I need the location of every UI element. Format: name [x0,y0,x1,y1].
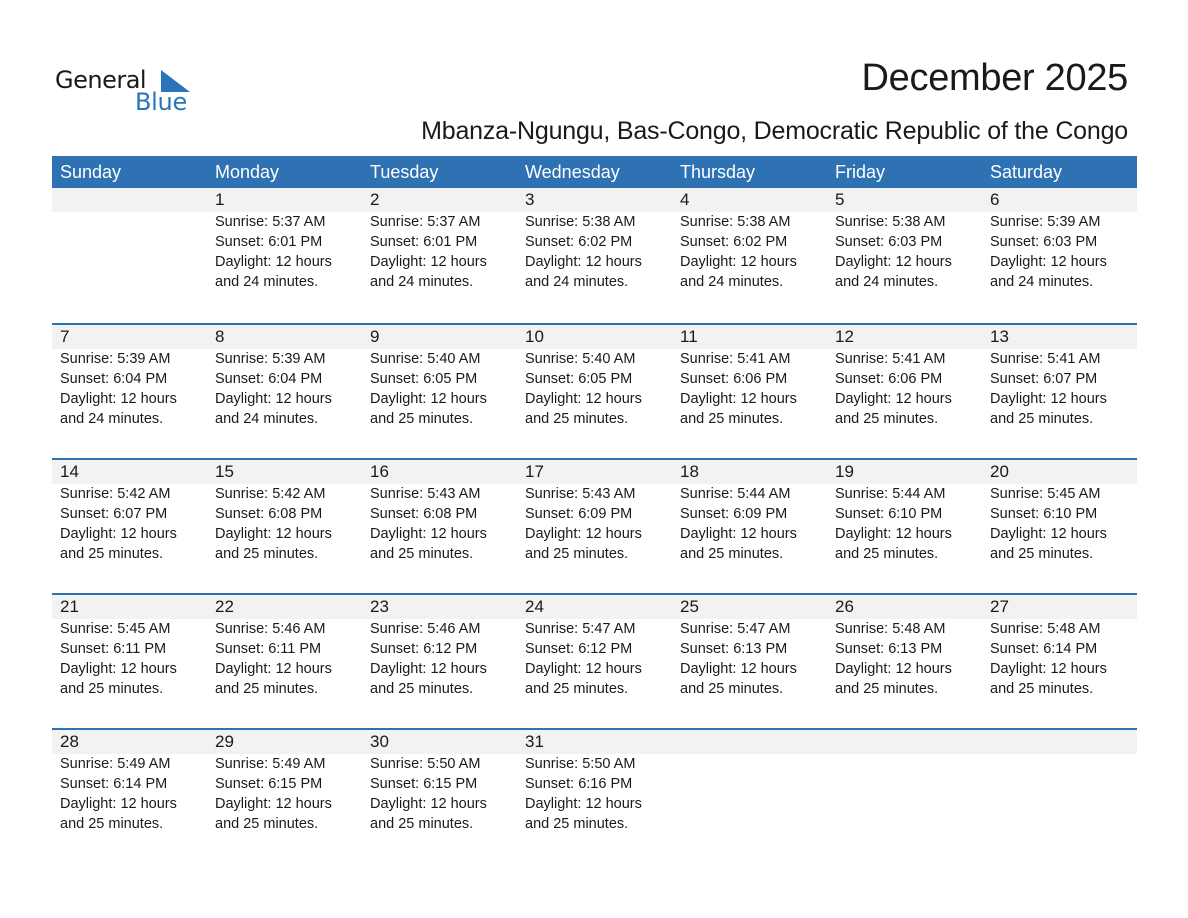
weekday-wednesday: Wednesday [525,162,620,182]
sunset-time: Sunset: 6:08 PM [370,506,478,522]
daylight-minutes: and 25 minutes. [370,681,474,697]
sunset-time: Sunset: 6:10 PM [835,506,943,522]
sunset-time: Sunset: 6:04 PM [60,371,168,387]
weekday-header-row [52,156,1137,188]
sunrise-time: Sunrise: 5:46 AM [370,621,481,637]
day-cell [827,460,982,564]
sunrise-time: Sunrise: 5:39 AM [215,351,326,367]
empty-day-cell [52,188,207,292]
empty-day-cell [672,730,827,834]
sunrise-time: Sunrise: 5:44 AM [680,486,791,502]
day-cell [362,188,517,292]
daylight-hours: Daylight: 12 hours [60,526,177,542]
sunset-time: Sunset: 6:06 PM [835,371,943,387]
daylight-minutes: and 25 minutes. [370,816,474,832]
daylight-hours: Daylight: 12 hours [370,796,487,812]
daylight-minutes: and 24 minutes. [215,411,319,427]
daylight-hours: Daylight: 12 hours [990,254,1107,270]
day-cell [517,730,672,834]
daylight-hours: Daylight: 12 hours [370,526,487,542]
daylight-hours: Daylight: 12 hours [990,391,1107,407]
daylight-minutes: and 24 minutes. [835,274,939,290]
daylight-hours: Daylight: 12 hours [215,254,332,270]
daylight-minutes: and 25 minutes. [215,816,319,832]
sunrise-time: Sunrise: 5:40 AM [525,351,636,367]
day-number: 18 [680,462,699,481]
day-number: 25 [680,597,699,616]
day-number: 16 [370,462,389,481]
weekday-friday: Friday [835,162,886,182]
day-number: 6 [990,190,1000,209]
day-number: 30 [370,732,389,751]
daylight-minutes: and 25 minutes. [370,411,474,427]
weeks-container [52,188,1137,863]
day-cell [362,595,517,699]
sunrise-time: Sunrise: 5:49 AM [60,756,171,772]
sunrise-time: Sunrise: 5:43 AM [525,486,636,502]
week-row [52,593,1137,728]
daylight-hours: Daylight: 12 hours [60,661,177,677]
empty-day-cell [982,730,1137,834]
day-cell [207,730,362,834]
day-number: 28 [60,732,79,751]
sunrise-time: Sunrise: 5:50 AM [370,756,481,772]
daylight-hours: Daylight: 12 hours [525,254,642,270]
daylight-minutes: and 25 minutes. [60,546,164,562]
sunrise-time: Sunrise: 5:48 AM [990,621,1101,637]
day-cell [982,188,1137,292]
day-cell [517,460,672,564]
daylight-minutes: and 25 minutes. [215,546,319,562]
sunset-time: Sunset: 6:11 PM [60,641,167,657]
day-number: 9 [370,327,380,346]
page-title: December 2025 [861,57,1128,99]
daylight-minutes: and 25 minutes. [835,681,939,697]
day-number: 23 [370,597,389,616]
day-number: 3 [525,190,535,209]
sunrise-time: Sunrise: 5:39 AM [60,351,171,367]
sunrise-time: Sunrise: 5:43 AM [370,486,481,502]
week-row [52,458,1137,593]
daylight-minutes: and 25 minutes. [680,546,784,562]
calendar-grid [52,156,1137,863]
day-number: 26 [835,597,854,616]
week-row [52,323,1137,458]
day-number: 2 [370,190,380,209]
day-cell [52,595,207,699]
daylight-minutes: and 25 minutes. [525,816,629,832]
daylight-minutes: and 25 minutes. [990,411,1094,427]
daylight-minutes: and 25 minutes. [680,681,784,697]
day-number: 15 [215,462,234,481]
sunset-time: Sunset: 6:16 PM [525,776,633,792]
daylight-minutes: and 24 minutes. [680,274,784,290]
sunset-time: Sunset: 6:01 PM [370,234,478,250]
daylight-hours: Daylight: 12 hours [990,661,1107,677]
day-cell [52,325,207,429]
sunset-time: Sunset: 6:09 PM [525,506,633,522]
daylight-minutes: and 25 minutes. [525,681,629,697]
day-cell [827,325,982,429]
sunrise-time: Sunrise: 5:47 AM [525,621,636,637]
sunrise-time: Sunrise: 5:37 AM [370,214,481,230]
sunset-time: Sunset: 6:06 PM [680,371,788,387]
sunset-time: Sunset: 6:12 PM [370,641,478,657]
sunrise-time: Sunrise: 5:40 AM [370,351,481,367]
day-number: 5 [835,190,845,209]
sunset-time: Sunset: 6:04 PM [215,371,323,387]
day-cell [672,325,827,429]
daylight-hours: Daylight: 12 hours [60,796,177,812]
sunrise-time: Sunrise: 5:45 AM [990,486,1101,502]
daylight-hours: Daylight: 12 hours [215,796,332,812]
day-cell [207,595,362,699]
daylight-minutes: and 25 minutes. [835,411,939,427]
sunrise-time: Sunrise: 5:38 AM [525,214,636,230]
day-number: 14 [60,462,79,481]
sunset-time: Sunset: 6:12 PM [525,641,633,657]
sunrise-time: Sunrise: 5:42 AM [215,486,326,502]
sunrise-time: Sunrise: 5:50 AM [525,756,636,772]
daylight-hours: Daylight: 12 hours [215,661,332,677]
daylight-minutes: and 24 minutes. [525,274,629,290]
day-number: 1 [215,190,225,209]
week-row [52,188,1137,323]
sunset-time: Sunset: 6:01 PM [215,234,323,250]
day-number: 20 [990,462,1009,481]
daylight-hours: Daylight: 12 hours [680,661,797,677]
day-number: 8 [215,327,225,346]
logo-word-general: General [55,66,147,94]
daylight-minutes: and 25 minutes. [525,411,629,427]
daylight-minutes: and 25 minutes. [835,546,939,562]
day-cell [827,188,982,292]
daylight-hours: Daylight: 12 hours [370,254,487,270]
day-cell [982,595,1137,699]
day-number: 27 [990,597,1009,616]
sunrise-time: Sunrise: 5:42 AM [60,486,171,502]
day-number: 21 [60,597,79,616]
sunrise-time: Sunrise: 5:46 AM [215,621,326,637]
daylight-minutes: and 24 minutes. [60,411,164,427]
sunrise-time: Sunrise: 5:41 AM [835,351,946,367]
day-cell [207,460,362,564]
sunrise-time: Sunrise: 5:41 AM [990,351,1101,367]
daylight-hours: Daylight: 12 hours [835,526,952,542]
day-cell [52,460,207,564]
sunset-time: Sunset: 6:07 PM [60,506,168,522]
day-cell [362,460,517,564]
day-number: 10 [525,327,544,346]
week-row [52,728,1137,863]
daylight-minutes: and 25 minutes. [370,546,474,562]
day-cell [52,730,207,834]
sunrise-time: Sunrise: 5:48 AM [835,621,946,637]
sunset-time: Sunset: 6:05 PM [370,371,478,387]
day-number: 4 [680,190,690,209]
daylight-hours: Daylight: 12 hours [835,661,952,677]
generalblue-logo [55,66,205,118]
sunrise-time: Sunrise: 5:38 AM [835,214,946,230]
sunset-time: Sunset: 6:02 PM [680,234,788,250]
daylight-hours: Daylight: 12 hours [680,526,797,542]
daylight-hours: Daylight: 12 hours [215,391,332,407]
weekday-tuesday: Tuesday [370,162,439,182]
sunset-time: Sunset: 6:10 PM [990,506,1098,522]
weekday-monday: Monday [215,162,280,182]
day-number: 7 [60,327,70,346]
daylight-hours: Daylight: 12 hours [60,391,177,407]
weekday-thursday: Thursday [680,162,756,182]
location-subtitle: Mbanza-Ngungu, Bas-Congo, Democratic Republic of the Congo [421,117,1128,145]
sunset-time: Sunset: 6:09 PM [680,506,788,522]
daylight-hours: Daylight: 12 hours [370,661,487,677]
daylight-minutes: and 24 minutes. [215,274,319,290]
daylight-minutes: and 25 minutes. [60,681,164,697]
daylight-hours: Daylight: 12 hours [215,526,332,542]
daylight-hours: Daylight: 12 hours [835,391,952,407]
sunset-time: Sunset: 6:03 PM [835,234,943,250]
day-number: 13 [990,327,1009,346]
day-number: 22 [215,597,234,616]
daylight-hours: Daylight: 12 hours [525,661,642,677]
day-number: 29 [215,732,234,751]
empty-day-cell [827,730,982,834]
sunset-time: Sunset: 6:14 PM [60,776,168,792]
sunrise-time: Sunrise: 5:49 AM [215,756,326,772]
day-number: 24 [525,597,544,616]
sunset-time: Sunset: 6:14 PM [990,641,1098,657]
logo-word-blue: Blue [135,88,187,116]
day-cell [672,460,827,564]
day-cell [362,325,517,429]
daylight-hours: Daylight: 12 hours [835,254,952,270]
day-cell [362,730,517,834]
sunset-time: Sunset: 6:02 PM [525,234,633,250]
day-cell [207,325,362,429]
sunset-time: Sunset: 6:08 PM [215,506,323,522]
daylight-minutes: and 24 minutes. [990,274,1094,290]
day-number: 17 [525,462,544,481]
daylight-hours: Daylight: 12 hours [680,391,797,407]
sunrise-time: Sunrise: 5:45 AM [60,621,171,637]
daylight-hours: Daylight: 12 hours [525,796,642,812]
day-cell [207,188,362,292]
sunrise-time: Sunrise: 5:37 AM [215,214,326,230]
sunset-time: Sunset: 6:03 PM [990,234,1098,250]
sunset-time: Sunset: 6:07 PM [990,371,1098,387]
daylight-minutes: and 25 minutes. [60,816,164,832]
day-number: 19 [835,462,854,481]
day-cell [517,188,672,292]
sunset-time: Sunset: 6:05 PM [525,371,633,387]
day-number: 12 [835,327,854,346]
day-cell [517,325,672,429]
weekday-saturday: Saturday [990,162,1063,182]
daylight-minutes: and 24 minutes. [370,274,474,290]
daylight-minutes: and 25 minutes. [990,546,1094,562]
daylight-minutes: and 25 minutes. [990,681,1094,697]
day-cell [517,595,672,699]
daylight-minutes: and 25 minutes. [215,681,319,697]
sunset-time: Sunset: 6:13 PM [680,641,788,657]
day-cell [827,595,982,699]
daylight-minutes: and 25 minutes. [525,546,629,562]
daylight-hours: Daylight: 12 hours [370,391,487,407]
sunrise-time: Sunrise: 5:47 AM [680,621,791,637]
daylight-hours: Daylight: 12 hours [525,391,642,407]
daylight-hours: Daylight: 12 hours [525,526,642,542]
sunrise-time: Sunrise: 5:44 AM [835,486,946,502]
daylight-hours: Daylight: 12 hours [680,254,797,270]
day-cell [982,460,1137,564]
sunset-time: Sunset: 6:15 PM [370,776,478,792]
day-cell [672,188,827,292]
weekday-sunday: Sunday [60,162,122,182]
sunrise-time: Sunrise: 5:38 AM [680,214,791,230]
sunrise-time: Sunrise: 5:41 AM [680,351,791,367]
day-cell [982,325,1137,429]
daylight-hours: Daylight: 12 hours [990,526,1107,542]
sunrise-time: Sunrise: 5:39 AM [990,214,1101,230]
daylight-minutes: and 25 minutes. [680,411,784,427]
sunset-time: Sunset: 6:11 PM [215,641,322,657]
sunset-time: Sunset: 6:13 PM [835,641,943,657]
sunset-time: Sunset: 6:15 PM [215,776,323,792]
day-number: 11 [680,327,698,346]
day-number: 31 [525,732,544,751]
day-cell [672,595,827,699]
